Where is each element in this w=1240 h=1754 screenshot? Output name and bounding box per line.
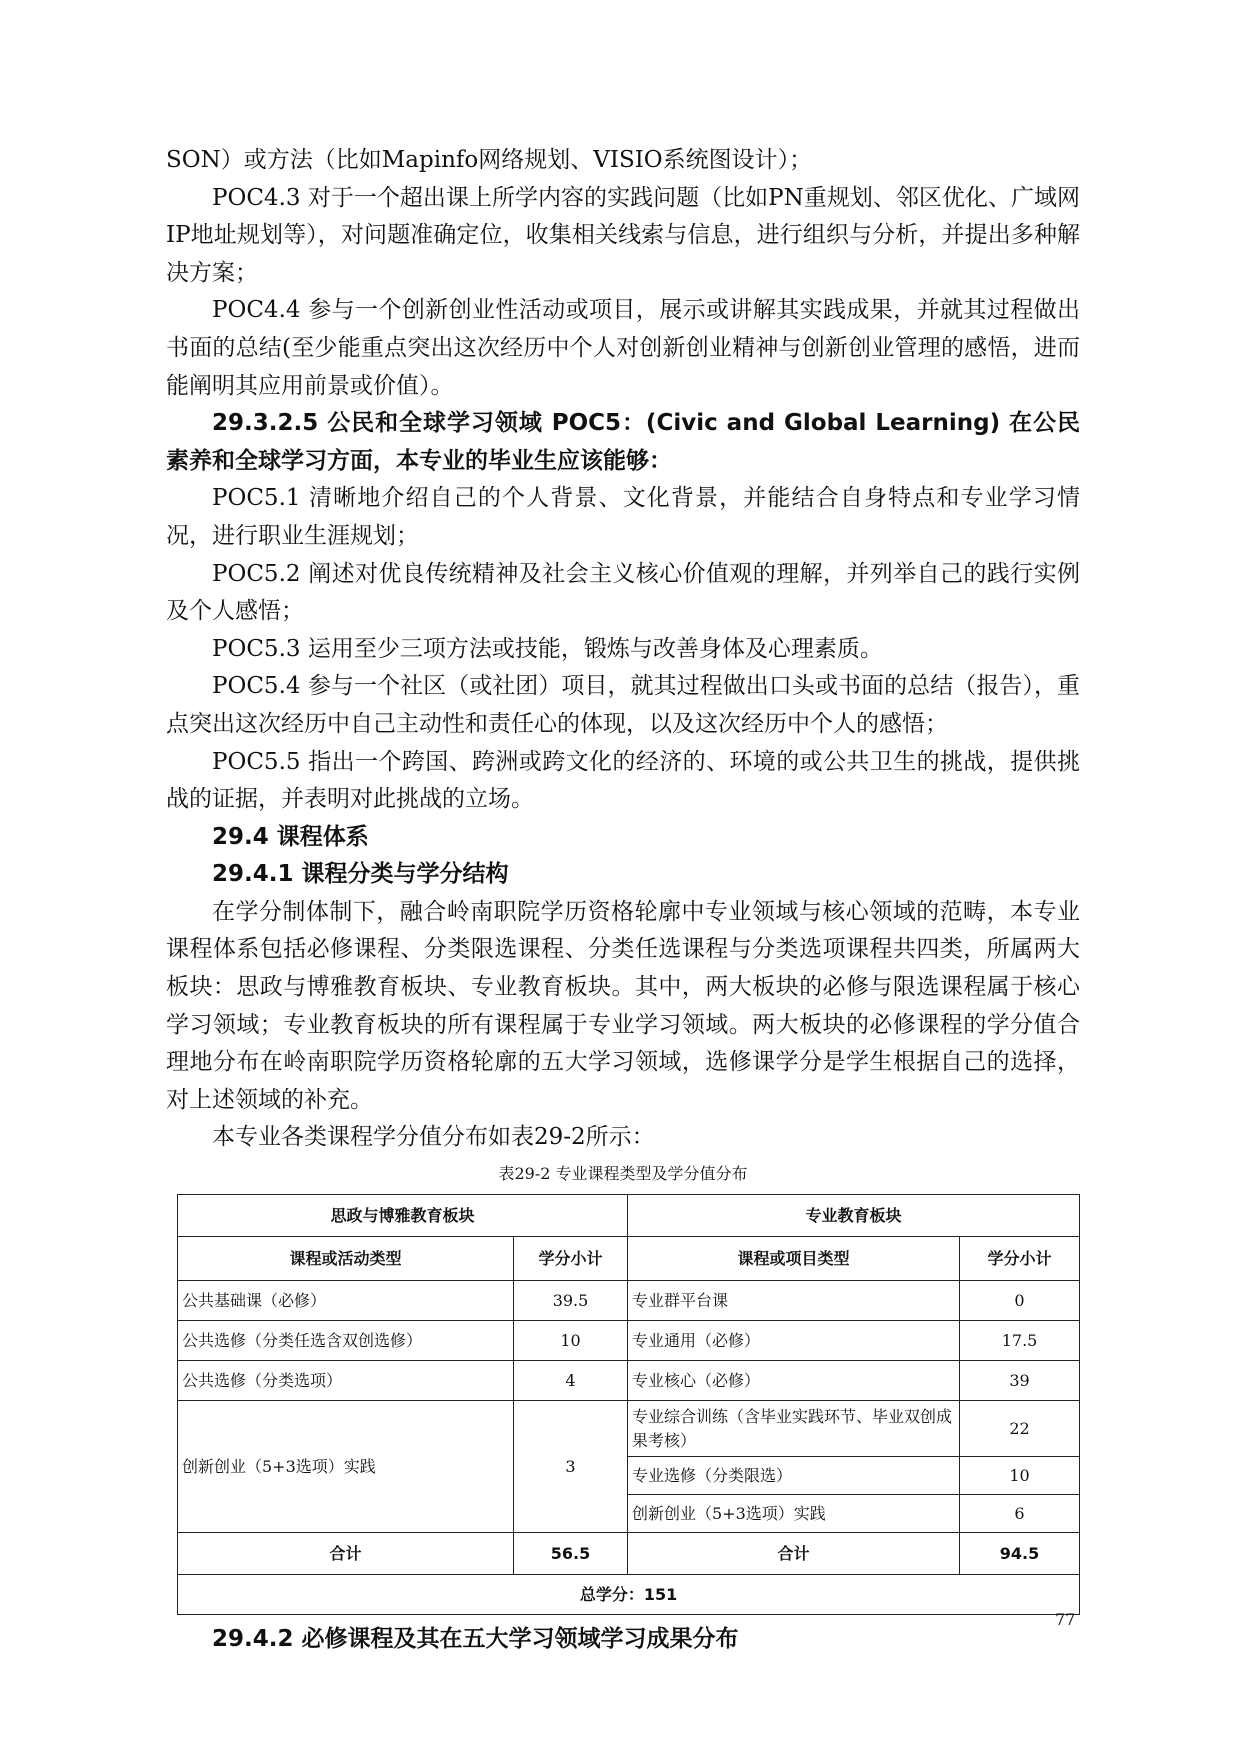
table-caption: 表29-2 专业课程类型及学分值分布 — [498, 1164, 748, 1184]
poc5-item: POC5.2 阐述对优良传统精神及社会主义核心价值观的理解，并列举自己的践行实例及个人感悟； — [166, 560, 1080, 625]
total-value: 56.5 — [514, 1533, 628, 1575]
table-cell: 22 — [960, 1401, 1080, 1457]
total-value: 94.5 — [960, 1533, 1080, 1575]
section-heading-29-4-1: 29.4.1 课程分类与学分结构 — [212, 861, 509, 888]
table-row — [178, 1281, 1080, 1321]
poc5-item: POC5.5 指出一个跨国、跨洲或跨文化的经济的、环境的或公共卫生的挑战，提供挑战的证据，并表明对此挑战的立场。 — [166, 748, 1080, 813]
table-cell: 17.5 — [960, 1321, 1080, 1361]
table-cell: 公共基础课（必修） — [178, 1281, 514, 1321]
poc5-item: POC5.1 清晰地介绍自己的个人背景、文化背景，并能结合自身特点和专业学习情况，进行职业生涯规划； — [166, 485, 1080, 549]
paragraph: 本专业各类课程学分值分布如表29-2所示： — [212, 1124, 655, 1151]
paragraph: POC4.3 对于一个超出课上所学内容的实践问题（比如PN重规划、邻区优化、广域网IP地址规划等），对问题准确定位，收集相关线索与信息，进行组织与分析，并提出多种解决方案； — [166, 184, 1080, 286]
column-header: 学分小计 — [960, 1237, 1080, 1281]
column-header: 课程或项目类型 — [628, 1237, 960, 1281]
paragraph: POC4.4 参与一个创新创业性活动或项目，展示或讲解其实践成果，并就其过程做出书面的总结(至少能重点突出这次经历中个人对创新创业精神与创新创业管理的感悟，进而能阐明其应用前景或价值）。 — [166, 297, 1080, 399]
grand-total-row — [178, 1575, 1080, 1615]
column-header: 学分小计 — [514, 1237, 628, 1281]
section-heading-29-4-2: 29.4.2 必修课程及其在五大学习领域学习成果分布 — [212, 1626, 739, 1653]
table-cell: 专业选修（分类限选） — [628, 1457, 960, 1495]
section-heading-29-4: 29.4 课程体系 — [212, 823, 369, 850]
table-cell: 39 — [960, 1361, 1080, 1401]
column-header: 课程或活动类型 — [178, 1237, 514, 1281]
table-cell: 专业群平台课 — [628, 1281, 960, 1321]
table-cell: 创新创业（5+3选项）实践 — [628, 1495, 960, 1533]
paragraph: SON）或方法（比如Mapinfo网络规划、VISIO系统图设计）； — [166, 147, 813, 173]
block-header-left: 思政与博雅教育板块 — [178, 1195, 628, 1237]
total-label: 合计 — [628, 1533, 960, 1575]
table-cell: 3 — [514, 1401, 628, 1533]
table-row — [178, 1401, 1080, 1457]
table-cell: 公共选修（分类选项） — [178, 1361, 514, 1401]
poc5-item: POC5.4 参与一个社区（或社团）项目，就其过程做出口头或书面的总结（报告），重点突出这次经历中自己主动性和责任心的体现，以及这次经历中个人的感悟； — [166, 673, 1080, 737]
table-cell: 专业通用（必修） — [628, 1321, 960, 1361]
total-label: 合计 — [178, 1533, 514, 1575]
table-cell: 6 — [960, 1495, 1080, 1533]
poc5-item: POC5.3 运用至少三项方法或技能，锻炼与改善身体及心理素质。 — [212, 635, 883, 662]
table-cell: 公共选修（分类任选含双创选修） — [178, 1321, 514, 1361]
credit-distribution-table — [177, 1194, 1080, 1615]
table-cell: 专业综合训练（含毕业实践环节、毕业双创成果考核） — [628, 1401, 960, 1457]
table-cell: 39.5 — [514, 1281, 628, 1321]
table-cell: 0 — [960, 1281, 1080, 1321]
paragraph: 在学分制体制下，融合岭南职院学历资格轮廓中专业领域与核心领域的范畴，本专业课程体系包括必修课程、分类限选课程、分类任选课程与分类选项课程共四类，所属两大板块：思政与博雅教育板块、专业教育板块。其中，两大板块的必修与限选课程属于核心学习领域；专业教育板块的所有课程属于专业学习领域。两大板块的必修课程的学分值合理地分布在岭南职院学历资格轮廓的五大学习领域，选修课学分是学生根据自己的选择，对上述领域的补充。 — [166, 898, 1080, 1113]
table-cell: 4 — [514, 1361, 628, 1401]
block-header-right: 专业教育板块 — [628, 1195, 1080, 1237]
grand-total: 总学分：151 — [178, 1575, 1080, 1615]
table-cell: 10 — [960, 1457, 1080, 1495]
page-number: 77 — [1055, 1610, 1076, 1629]
table-row — [178, 1321, 1080, 1361]
table-cell: 专业核心（必修） — [628, 1361, 960, 1401]
table-cell: 10 — [514, 1321, 628, 1361]
total-row — [178, 1533, 1080, 1575]
section-heading-poc5: 29.3.2.5 公民和全球学习领域 POC5：(Civic and Global Learning) 在公民素养和全球学习方面，本专业的毕业生应该能够： — [166, 410, 1080, 474]
page-content — [166, 142, 1080, 1659]
table-row — [178, 1361, 1080, 1401]
table-cell: 创新创业（5+3选项）实践 — [178, 1401, 514, 1533]
